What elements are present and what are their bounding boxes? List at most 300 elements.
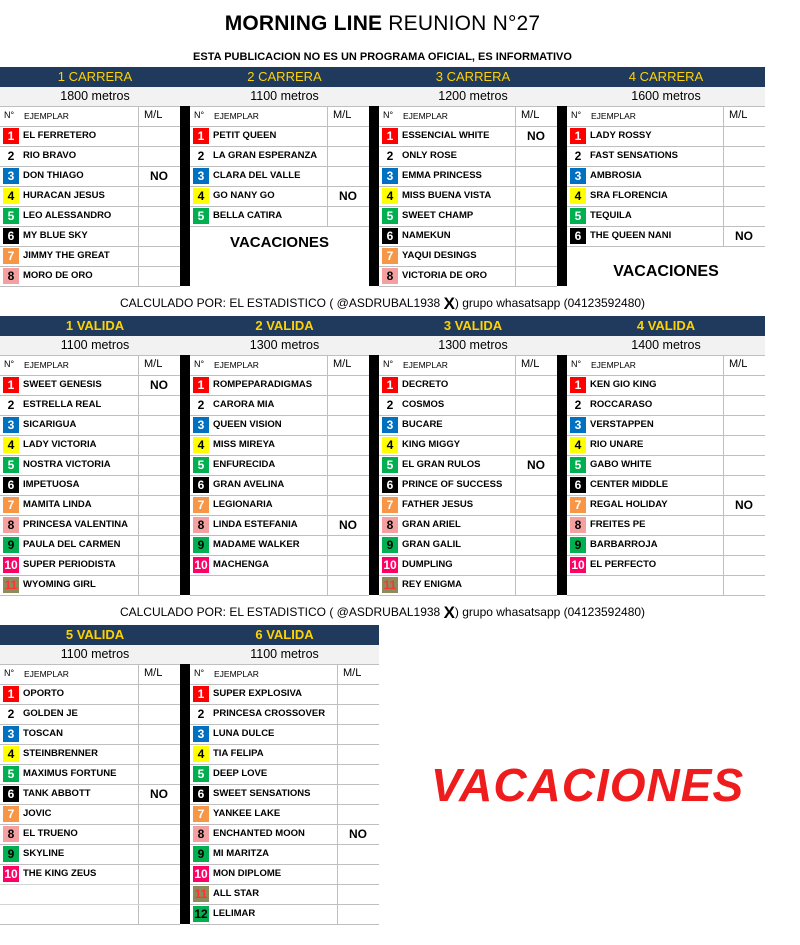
post-number-badge: 4 <box>382 188 398 204</box>
table-header <box>0 664 180 684</box>
horse-name: MORO DE ORO <box>23 270 93 281</box>
post-number-badge: 6 <box>570 477 586 493</box>
horse-name: AMBROSIA <box>590 170 642 181</box>
race-distance: 1800 metros <box>60 89 130 103</box>
horse-name: YAQUI DESINGS <box>402 250 477 261</box>
horse-row <box>190 166 369 186</box>
horse-row <box>567 415 765 435</box>
post-number-badge: 4 <box>3 437 19 453</box>
header-horse: EJEMPLAR <box>24 360 69 370</box>
credit-line <box>0 294 765 314</box>
header-ml: M/L <box>333 358 352 370</box>
horse-row <box>0 246 180 266</box>
post-number-badge: 6 <box>3 786 19 802</box>
race-distance: 1100 metros <box>250 647 319 661</box>
post-number-badge: 9 <box>570 537 586 553</box>
horse-row <box>190 515 369 535</box>
horse-name: WYOMING GIRL <box>23 579 96 590</box>
header-num: N° <box>4 668 15 678</box>
horse-row <box>190 764 379 784</box>
header-horse: EJEMPLAR <box>403 111 448 121</box>
horse-row <box>379 146 557 166</box>
horse-name: PRINCESA VALENTINA <box>23 519 129 530</box>
horse-name: ESSENCIAL WHITE <box>402 130 490 141</box>
header-horse: EJEMPLAR <box>214 669 259 679</box>
column-separator <box>180 106 190 286</box>
horse-name: BELLA CATIRA <box>213 210 283 221</box>
post-number-badge: 7 <box>193 806 209 822</box>
horse-row <box>190 824 379 844</box>
horse-row <box>379 166 557 186</box>
horse-name: TIA FELIPA <box>213 748 264 759</box>
header-num: N° <box>194 359 205 369</box>
horse-name: MY BLUE SKY <box>23 230 88 241</box>
row-divider <box>190 924 379 925</box>
horse-row <box>0 515 180 535</box>
horse-row <box>0 126 180 146</box>
row-divider <box>0 664 180 665</box>
horse-name: DEEP LOVE <box>213 768 268 779</box>
horse-row <box>0 704 180 724</box>
disclaimer-subtitle: ESTA PUBLICACION NO ES UN PROGRAMA OFICIAL, ES INFORMATIVO <box>193 51 572 63</box>
header-ml: M/L <box>343 667 362 679</box>
horse-row <box>190 744 379 764</box>
race-title: 4 VALIDA <box>636 318 696 333</box>
post-number-badge: 2 <box>193 706 209 722</box>
morning-line-value: NO <box>735 498 753 512</box>
row-divider <box>379 355 557 356</box>
header-ml: M/L <box>521 358 540 370</box>
horse-name: SRA FLORENCIA <box>590 190 668 201</box>
horse-row <box>379 375 557 395</box>
header-ml: M/L <box>144 109 163 121</box>
horse-name: PRINCE OF SUCCESS <box>402 479 503 490</box>
table-header <box>379 106 557 126</box>
horse-row <box>567 455 765 475</box>
post-number-badge: 10 <box>4 558 18 572</box>
table-header <box>190 664 379 684</box>
horse-row <box>379 495 557 515</box>
horse-row <box>567 206 765 226</box>
header-horse: EJEMPLAR <box>403 360 448 370</box>
race-distance: 1600 metros <box>631 89 701 103</box>
post-number-badge: 7 <box>3 497 19 513</box>
horse-row <box>190 804 379 824</box>
horse-name: EL GRAN RULOS <box>402 459 481 470</box>
horse-name: FATHER JESUS <box>402 499 474 510</box>
race-title: 2 CARRERA <box>247 69 322 84</box>
post-number-badge: 3 <box>3 417 19 433</box>
row-divider <box>190 355 369 356</box>
horse-row <box>567 535 765 555</box>
post-number-badge: 6 <box>382 477 398 493</box>
horse-name: LUNA DULCE <box>213 728 275 739</box>
morning-line-value: NO <box>339 518 357 532</box>
header-num: N° <box>383 110 394 120</box>
horse-name: VERSTAPPEN <box>590 419 654 430</box>
post-number-badge: 3 <box>3 726 19 742</box>
row-divider <box>567 575 765 576</box>
credit-x-logo: X <box>443 294 455 313</box>
horse-name: ESTRELLA REAL <box>23 399 102 410</box>
horse-name: GRAN ARIEL <box>402 519 461 530</box>
horse-name: NOSTRA VICTORIA <box>23 459 111 470</box>
horse-row <box>0 784 180 804</box>
header-num: N° <box>571 110 582 120</box>
horse-name: ENFURECIDA <box>213 459 276 470</box>
morning-line-value: NO <box>527 458 545 472</box>
table-header <box>0 355 180 375</box>
post-number-badge: 5 <box>382 208 398 224</box>
horse-name: MISS MIREYA <box>213 439 275 450</box>
vacaciones-label: VACACIONES <box>613 263 719 280</box>
horse-row <box>379 415 557 435</box>
horse-name: GO NANY GO <box>213 190 275 201</box>
horse-name: EMMA PRINCESS <box>402 170 482 181</box>
row-divider <box>379 595 557 596</box>
horse-row <box>190 455 369 475</box>
header-ml: M/L <box>521 109 540 121</box>
post-number-badge: 12 <box>194 907 208 921</box>
post-number-badge: 5 <box>382 457 398 473</box>
post-number-badge: 3 <box>3 168 19 184</box>
post-number-badge: 4 <box>570 437 586 453</box>
post-number-badge: 10 <box>4 867 18 881</box>
horse-name: MAMITA LINDA <box>23 499 92 510</box>
post-number-badge: 4 <box>3 188 19 204</box>
horse-row <box>190 146 369 166</box>
post-number-badge: 9 <box>193 537 209 553</box>
horse-row <box>0 395 180 415</box>
race-distance: 1400 metros <box>631 338 701 352</box>
horse-row <box>0 455 180 475</box>
morning-line-value: NO <box>150 169 168 183</box>
horse-name: THE QUEEN NANI <box>590 230 672 241</box>
horse-name: BUCARE <box>402 419 443 430</box>
post-number-badge: 5 <box>193 766 209 782</box>
post-number-badge: 5 <box>3 766 19 782</box>
horse-name: LADY VICTORIA <box>23 439 97 450</box>
post-number-badge: 5 <box>570 457 586 473</box>
horse-row <box>0 555 180 575</box>
horse-row <box>379 575 557 595</box>
horse-row <box>379 266 557 286</box>
post-number-badge: 8 <box>3 517 19 533</box>
horse-name: REGAL HOLIDAY <box>590 499 668 510</box>
header-num: N° <box>4 359 15 369</box>
horse-row <box>190 186 369 206</box>
morning-line-value: NO <box>150 787 168 801</box>
horse-name: MADAME WALKER <box>213 539 300 550</box>
horse-name: LEGIONARIA <box>213 499 273 510</box>
post-number-badge: 1 <box>3 377 19 393</box>
horse-row <box>0 824 180 844</box>
header-ml: M/L <box>729 358 748 370</box>
header-num: N° <box>194 110 205 120</box>
horse-row <box>379 555 557 575</box>
horse-row <box>567 495 765 515</box>
credit-prefix: CALCULADO POR: EL ESTADISTICO ( @ASDRUBAL1938 <box>119 296 444 310</box>
post-number-badge: 5 <box>193 208 209 224</box>
horse-name: MAXIMUS FORTUNE <box>23 768 117 779</box>
post-number-badge: 10 <box>194 867 208 881</box>
column-separator <box>180 355 190 595</box>
horse-name: MI MARITZA <box>213 848 269 859</box>
horse-name: CENTER MIDDLE <box>590 479 669 490</box>
post-number-badge: 8 <box>382 517 398 533</box>
column-separator <box>180 664 190 924</box>
horse-row <box>379 206 557 226</box>
post-number-badge: 1 <box>193 686 209 702</box>
horse-name: GABO WHITE <box>590 459 652 470</box>
horse-name: CLARA DEL VALLE <box>213 170 301 181</box>
horse-row <box>0 575 180 595</box>
post-number-badge: 1 <box>3 686 19 702</box>
post-number-badge: 5 <box>193 457 209 473</box>
horse-row <box>0 495 180 515</box>
horse-row <box>379 186 557 206</box>
horse-row <box>567 126 765 146</box>
post-number-badge: 6 <box>193 786 209 802</box>
horse-row <box>0 844 180 864</box>
post-number-badge: 9 <box>3 537 19 553</box>
post-number-badge: 11 <box>4 578 18 592</box>
horse-name: ROMPEPARADIGMAS <box>213 379 313 390</box>
horse-row <box>379 455 557 475</box>
horse-row <box>0 764 180 784</box>
header-horse: EJEMPLAR <box>214 111 259 121</box>
horse-name: JIMMY THE GREAT <box>23 250 110 261</box>
row-divider <box>567 246 765 247</box>
horse-name: GRAN AVELINA <box>213 479 285 490</box>
column-separator <box>557 106 567 286</box>
horse-name: LELIMAR <box>213 908 256 919</box>
horse-name: SWEET CHAMP <box>402 210 474 221</box>
horse-name: ROCCARASO <box>590 399 653 410</box>
horse-row <box>0 864 180 884</box>
horse-row <box>0 724 180 744</box>
race-title: 1 VALIDA <box>65 318 125 333</box>
horse-name: LA GRAN ESPERANZA <box>213 150 318 161</box>
horse-row <box>190 435 369 455</box>
horse-row <box>190 844 379 864</box>
horse-row <box>0 684 180 704</box>
horse-name: QUEEN VISION <box>213 419 282 430</box>
horse-row <box>190 884 379 904</box>
column-separator <box>557 355 567 595</box>
horse-name: EL PERFECTO <box>590 559 657 570</box>
horse-row <box>0 804 180 824</box>
post-number-badge: 7 <box>3 806 19 822</box>
post-number-badge: 6 <box>3 477 19 493</box>
post-number-badge: 8 <box>193 826 209 842</box>
horse-row <box>379 246 557 266</box>
horse-name: JOVIC <box>23 808 52 819</box>
horse-row <box>567 375 765 395</box>
credit-x-logo: X <box>443 603 455 622</box>
page-title: MORNING LINE REUNION N°27 <box>224 12 541 35</box>
credit-suffix: ) grupo whasatsapp (04123592480) <box>454 296 646 310</box>
horse-row <box>190 206 369 226</box>
post-number-badge: 9 <box>3 846 19 862</box>
horse-row <box>379 226 557 246</box>
horse-row <box>379 435 557 455</box>
post-number-badge: 11 <box>383 578 397 592</box>
post-number-badge: 3 <box>382 417 398 433</box>
morning-line-value: NO <box>527 129 545 143</box>
horse-row <box>567 475 765 495</box>
morning-line-value: NO <box>735 229 753 243</box>
horse-row <box>0 744 180 764</box>
horse-name: THE KING ZEUS <box>23 868 97 879</box>
horse-name: SWEET SENSATIONS <box>213 788 311 799</box>
empty-grid-line <box>0 884 180 885</box>
header-num: N° <box>571 359 582 369</box>
horse-name: EL TRUENO <box>23 828 78 839</box>
column-separator <box>369 355 379 595</box>
header-ml: M/L <box>333 109 352 121</box>
post-number-badge: 4 <box>193 188 209 204</box>
horse-row <box>190 395 369 415</box>
race-distance: 1100 metros <box>60 338 130 352</box>
horse-row <box>0 226 180 246</box>
header-num: N° <box>194 668 205 678</box>
horse-row <box>567 555 765 575</box>
post-number-badge: 6 <box>193 477 209 493</box>
row-divider <box>0 355 180 356</box>
post-number-badge: 5 <box>570 208 586 224</box>
post-number-badge: 8 <box>193 517 209 533</box>
horse-name: LEO ALESSANDRO <box>23 210 112 221</box>
horse-name: NAMEKUN <box>402 230 451 241</box>
row-divider <box>190 595 369 596</box>
row-divider <box>190 106 369 107</box>
row-divider <box>190 575 369 576</box>
row-divider <box>567 595 765 596</box>
post-number-badge: 3 <box>570 168 586 184</box>
post-number-badge: 2 <box>570 148 586 164</box>
horse-name: MACHENGA <box>213 559 269 570</box>
column-separator <box>369 106 379 286</box>
row-divider <box>0 924 180 925</box>
header-horse: EJEMPLAR <box>591 360 636 370</box>
horse-row <box>0 435 180 455</box>
horse-row <box>190 864 379 884</box>
header-horse: EJEMPLAR <box>214 360 259 370</box>
post-number-badge: 7 <box>382 248 398 264</box>
post-number-badge: 6 <box>570 228 586 244</box>
post-number-badge: 8 <box>3 268 19 284</box>
horse-row <box>190 415 369 435</box>
row-divider <box>379 106 557 107</box>
horse-row <box>0 266 180 286</box>
horse-name: IMPETUOSA <box>23 479 80 490</box>
morning-line-value: NO <box>349 827 367 841</box>
post-number-badge: 6 <box>382 228 398 244</box>
horse-name: EL FERRETERO <box>23 130 97 141</box>
post-number-badge: 10 <box>383 558 397 572</box>
horse-name: REY ENIGMA <box>402 579 463 590</box>
credit-line <box>0 603 765 623</box>
horse-row <box>0 166 180 186</box>
horse-row <box>190 495 369 515</box>
horse-name: BARBARROJA <box>590 539 658 550</box>
horse-row <box>190 784 379 804</box>
race-title: 3 CARRERA <box>435 69 511 84</box>
horse-name: DON THIAGO <box>23 170 84 181</box>
race-title: 6 VALIDA <box>255 627 314 642</box>
table-header <box>567 106 765 126</box>
post-number-badge: 3 <box>193 168 209 184</box>
credit-prefix: CALCULADO POR: EL ESTADISTICO ( @ASDRUBAL1938 <box>119 605 444 619</box>
post-number-badge: 1 <box>193 377 209 393</box>
post-number-badge: 2 <box>3 148 19 164</box>
table-header <box>567 355 765 375</box>
header-horse: EJEMPLAR <box>24 669 69 679</box>
horse-name: LADY ROSSY <box>590 130 652 141</box>
horse-name: GOLDEN JE <box>23 708 78 719</box>
row-divider <box>567 106 765 107</box>
horse-name: SICARIGUA <box>23 419 77 430</box>
horse-row <box>0 375 180 395</box>
race-distance: 1300 metros <box>249 338 320 352</box>
race-title: 2 VALIDA <box>255 318 314 333</box>
horse-name: CARORA MIA <box>213 399 275 410</box>
post-number-badge: 1 <box>3 128 19 144</box>
horse-name: SUPER PERIODISTA <box>23 559 116 570</box>
post-number-badge: 5 <box>3 208 19 224</box>
post-number-badge: 4 <box>570 188 586 204</box>
horse-name: VICTORIA DE ORO <box>402 270 487 281</box>
horse-name: HURACAN JESUS <box>23 190 105 201</box>
horse-name: PETIT QUEEN <box>213 130 277 141</box>
race-title: 1 CARRERA <box>57 69 133 84</box>
post-number-badge: 9 <box>193 846 209 862</box>
horse-name: OPORTO <box>23 688 64 699</box>
horse-name: PRINCESA CROSSOVER <box>213 708 326 719</box>
horse-name: ALL STAR <box>213 888 260 899</box>
post-number-badge: 1 <box>570 128 586 144</box>
horse-row <box>0 535 180 555</box>
race-distance: 1100 metros <box>250 89 319 103</box>
vacaciones-label: VACACIONES <box>230 234 329 251</box>
horse-row <box>190 704 379 724</box>
horse-name: MON DIPLOME <box>213 868 282 879</box>
horse-name: KEN GIO KING <box>590 379 657 390</box>
post-number-badge: 4 <box>382 437 398 453</box>
post-number-badge: 2 <box>570 397 586 413</box>
race-title: 4 CARRERA <box>628 69 704 84</box>
horse-name: DECRETO <box>402 379 449 390</box>
horse-row <box>567 226 765 246</box>
horse-row <box>567 186 765 206</box>
horse-row <box>379 535 557 555</box>
post-number-badge: 8 <box>382 268 398 284</box>
header-ml: M/L <box>144 667 163 679</box>
post-number-badge: 8 <box>570 517 586 533</box>
horse-row <box>379 395 557 415</box>
post-number-badge: 11 <box>194 887 208 901</box>
horse-name: ENCHANTED MOON <box>213 828 305 839</box>
horse-name: LINDA ESTEFANIA <box>213 519 298 530</box>
post-number-badge: 8 <box>3 826 19 842</box>
table-header <box>190 355 369 375</box>
post-number-badge: 1 <box>382 128 398 144</box>
horse-row <box>567 435 765 455</box>
horse-name: TANK ABBOTT <box>23 788 91 799</box>
header-num: N° <box>383 359 394 369</box>
horse-name: DUMPLING <box>402 559 453 570</box>
